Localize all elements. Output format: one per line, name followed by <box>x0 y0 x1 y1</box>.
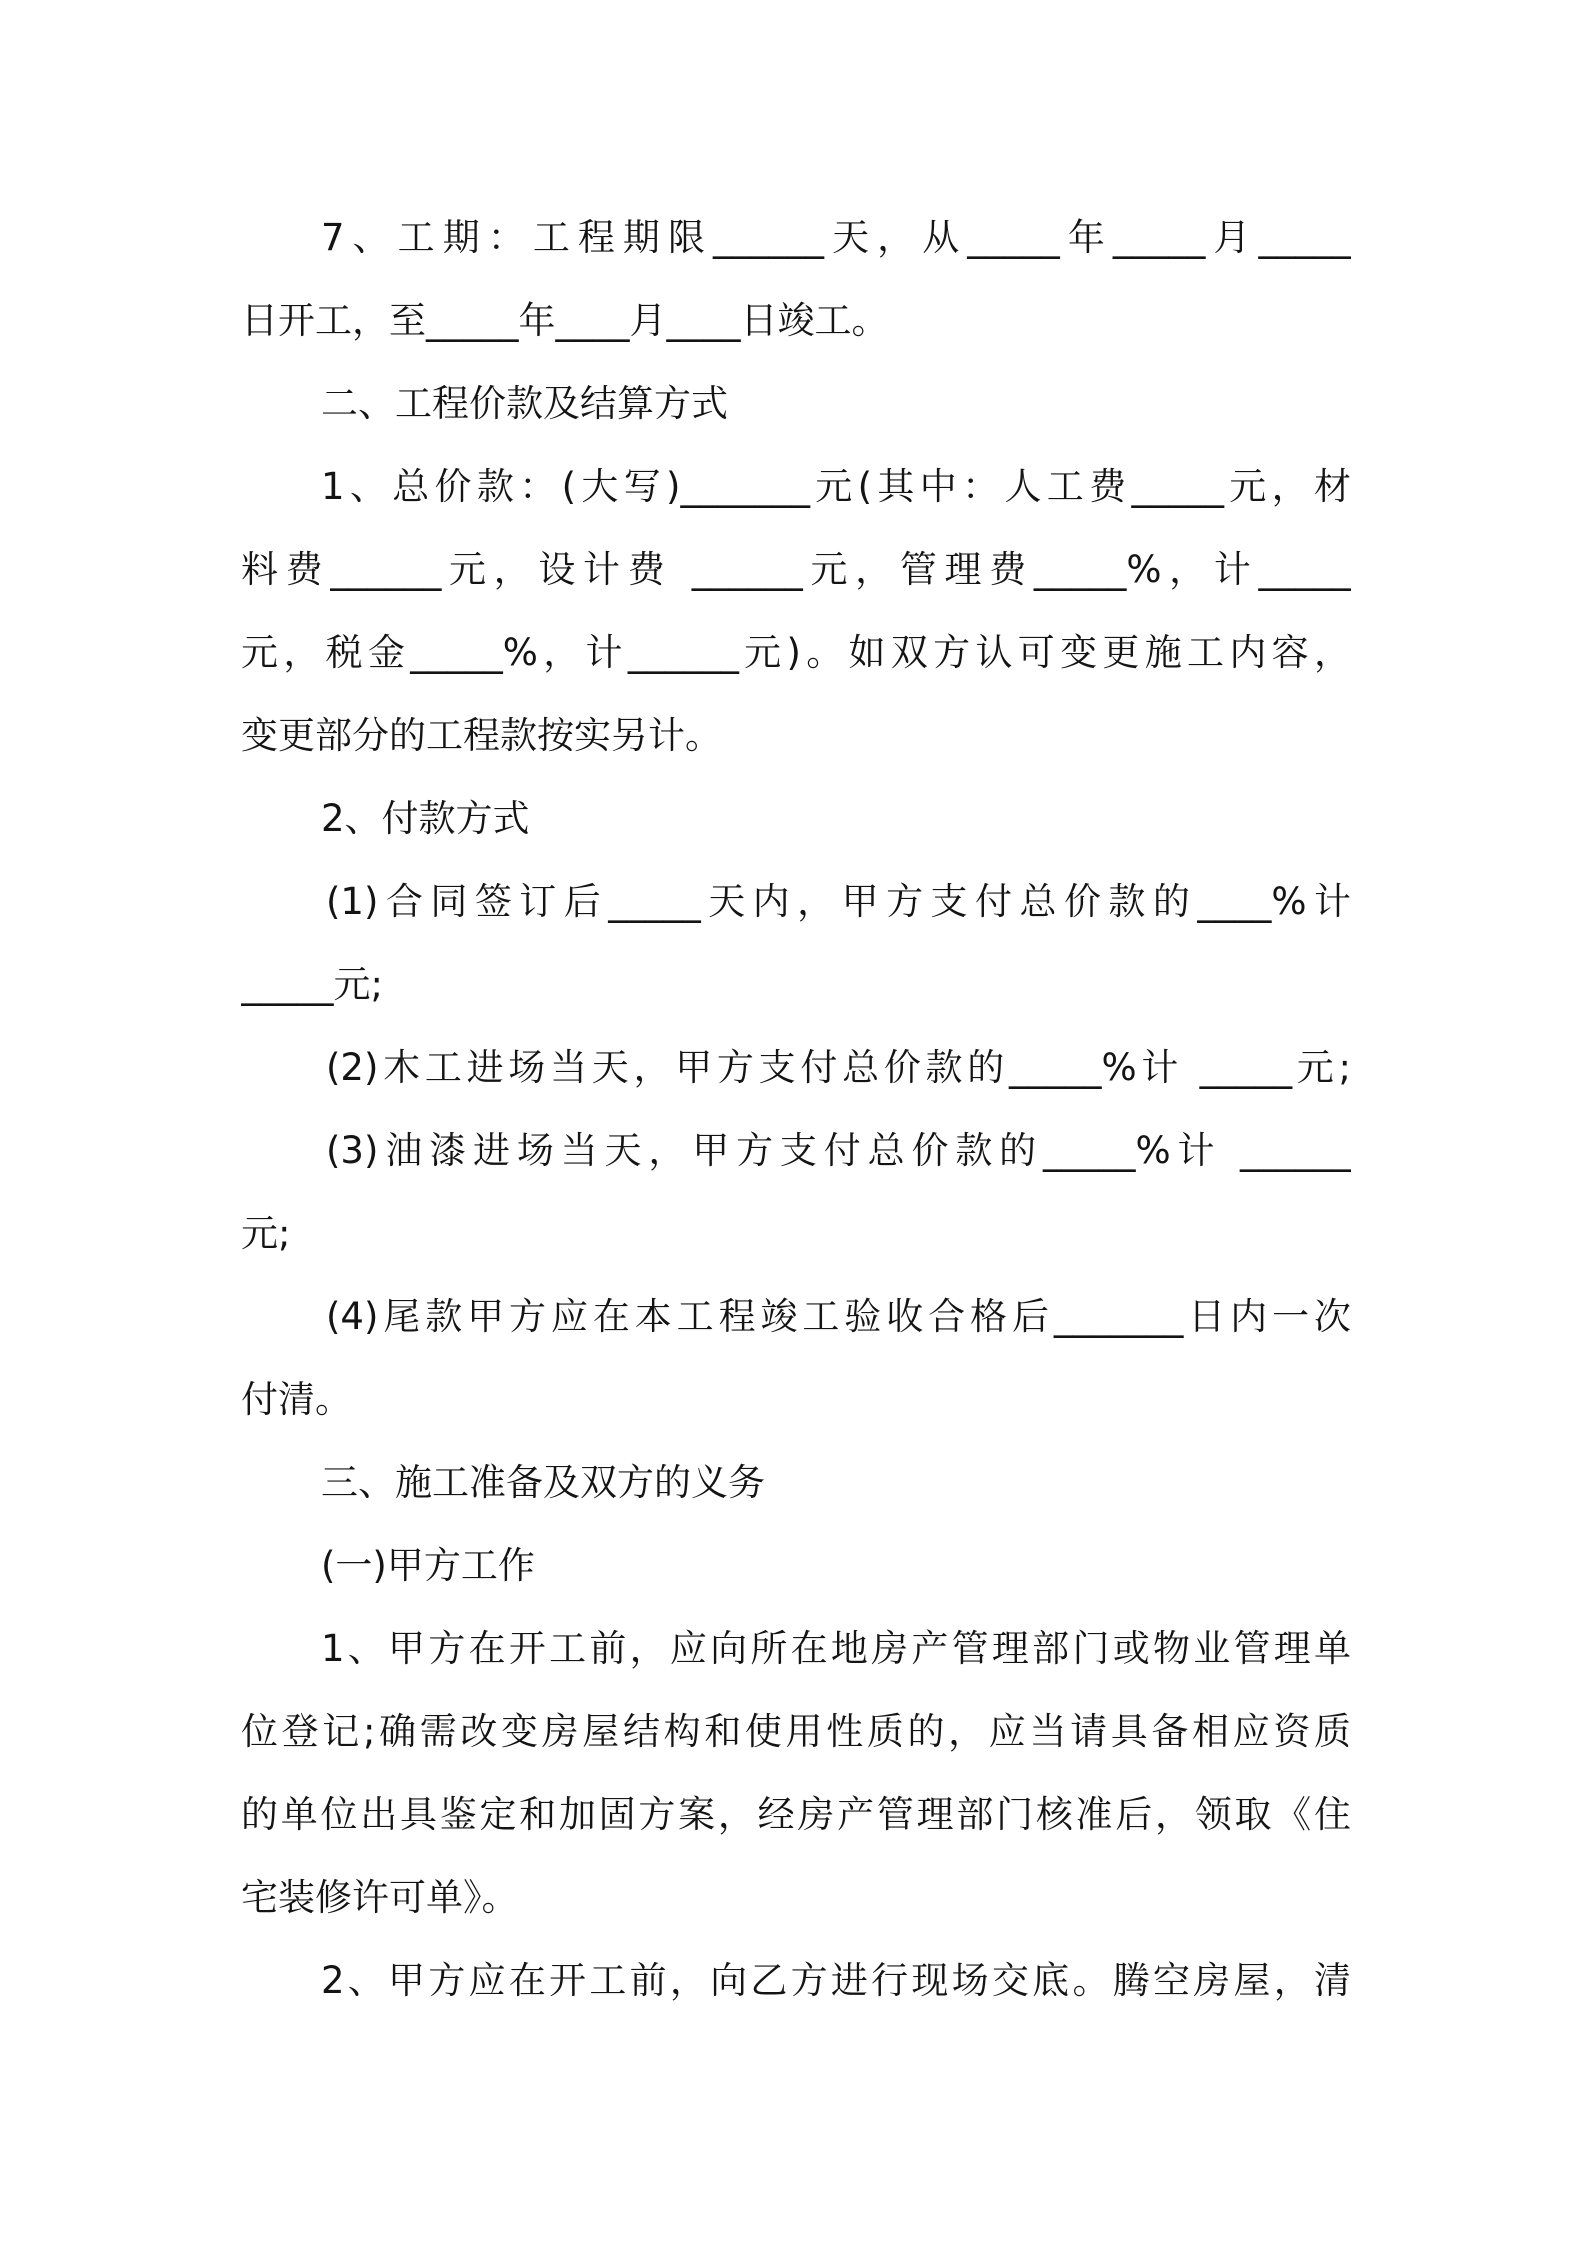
party-a-item-1-cont-3: 宅装修许可单》。 <box>241 1876 519 1919</box>
payment-item-1: (1)合同签订后_____天内，甲方支付总价款的____%计 <box>326 880 1351 923</box>
payment-item-3-cont: 元; <box>241 1212 291 1255</box>
party-a-work-heading: (一)甲方工作 <box>321 1544 535 1587</box>
clause-total-price: 1、总价款：(大写)_______元(其中：人工费_____元，材 <box>321 465 1351 508</box>
payment-method-heading: 2、付款方式 <box>321 797 530 840</box>
clause-7-schedule-cont: 日开工，至_____年____月____日竣工。 <box>241 299 889 342</box>
payment-item-2: (2)木工进场当天，甲方支付总价款的_____%计 _____元; <box>326 1046 1351 1089</box>
party-a-item-1-cont-1: 位登记;确需改变房屋结构和使用性质的，应当请具备相应资质 <box>241 1710 1351 1753</box>
payment-item-3: (3)油漆进场当天，甲方支付总价款的_____%计 ______ <box>326 1129 1351 1172</box>
clause-total-price-cont-1: 料费______元，设计费 ______元，管理费_____%，计_____ <box>241 548 1351 591</box>
party-a-item-1-cont-2: 的单位出具鉴定和加固方案，经房产管理部门核准后，领取《住 <box>241 1793 1351 1836</box>
payment-item-4: (4)尾款甲方应在本工程竣工验收合格后_______日内一次 <box>326 1295 1351 1338</box>
party-a-item-2: 2、甲方应在开工前，向乙方进行现场交底。腾空房屋，清 <box>321 1959 1351 2002</box>
payment-item-1-cont: _____元; <box>241 963 383 1006</box>
contract-text <box>241 196 1351 2022</box>
section-3-heading: 三、施工准备及双方的义务 <box>321 1461 765 1504</box>
clause-7-schedule: 7、工期：工程期限______天，从_____年_____月_____ <box>321 216 1351 259</box>
party-a-item-1: 1、甲方在开工前，应向所在地房产管理部门或物业管理单 <box>321 1627 1351 1670</box>
clause-total-price-cont-2: 元，税金_____%，计______元)。如双方认可变更施工内容， <box>241 631 1351 674</box>
clause-total-price-cont-3: 变更部分的工程款按实另计。 <box>241 714 722 757</box>
section-2-heading: 二、工程价款及结算方式 <box>321 382 728 425</box>
payment-item-4-cont: 付清。 <box>241 1378 352 1421</box>
